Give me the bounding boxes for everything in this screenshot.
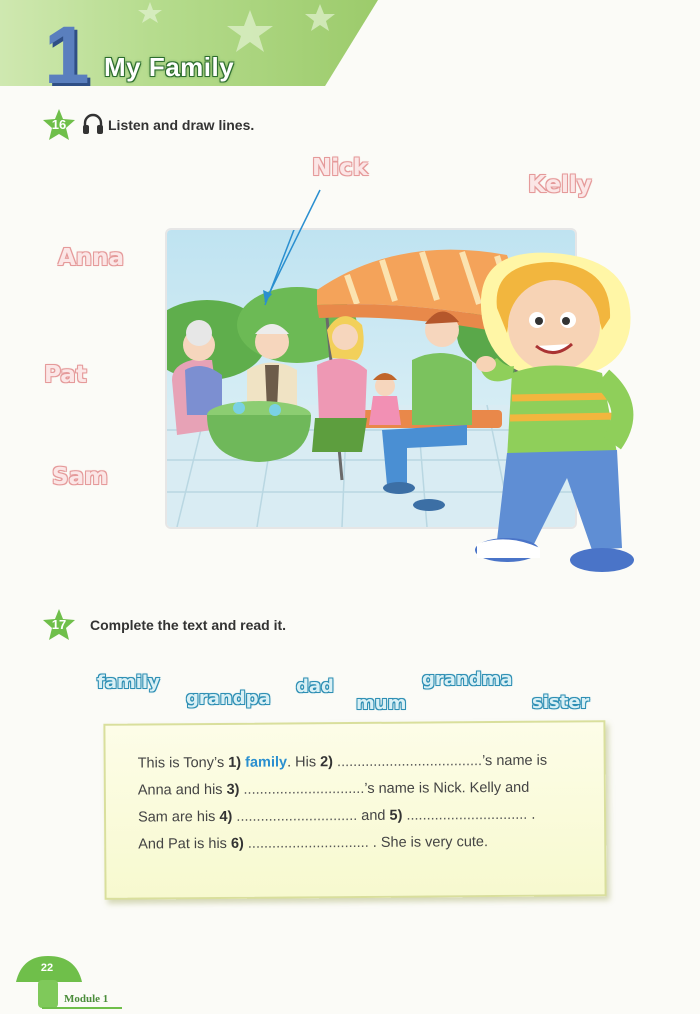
word-grandpa[interactable]: grandpa (186, 688, 271, 709)
word-grandma[interactable]: grandma (422, 669, 513, 690)
headphones-icon (82, 112, 104, 136)
name-pat[interactable]: Pat (44, 362, 87, 388)
module-label: Module 1 (64, 993, 109, 1005)
task-number: 16 (51, 117, 67, 132)
blank-5[interactable]: .............................. (406, 806, 528, 824)
text-line-2: Anna and his 3) ..............................’s name is Nick. Kelly and (137, 779, 530, 799)
name-sam[interactable]: Sam (52, 464, 109, 490)
word-mum[interactable]: mum (356, 693, 407, 714)
blank-6[interactable]: .............................. (247, 834, 369, 852)
text-line-4: And Pat is his 6) .............................. . She is very cute. (138, 834, 489, 853)
text-line-3: Sam are his 4) .............................. and 5) .............................. . (137, 806, 536, 826)
word-family[interactable]: family (97, 672, 160, 693)
page-title: My Family (104, 52, 235, 82)
answer-1: family (245, 754, 288, 771)
task-16-instruction: Listen and draw lines. (108, 117, 255, 133)
tony-illustration (452, 248, 662, 588)
task-16-badge (42, 108, 76, 142)
module-number: 1 (44, 10, 90, 101)
text-line-1: This is Tony’s 1) family. His 2) ....................................’s name is (137, 752, 548, 772)
blank-2[interactable]: .................................... (336, 753, 483, 771)
task-17-badge (42, 608, 76, 642)
task-number: 17 (51, 617, 67, 632)
word-dad[interactable]: dad (296, 676, 334, 697)
word-sister[interactable]: sister (532, 692, 590, 713)
blank-4[interactable]: .............................. (236, 807, 358, 825)
text-box (103, 720, 606, 900)
example-line (240, 180, 330, 310)
page-number: 22 (40, 962, 54, 974)
name-nick[interactable]: Nick (312, 155, 369, 181)
task-17-instruction: Complete the text and read it. (90, 617, 287, 633)
name-anna[interactable]: Anna (58, 245, 125, 271)
blank-3[interactable]: .............................. (243, 780, 365, 798)
name-kelly[interactable]: Kelly (528, 172, 592, 198)
